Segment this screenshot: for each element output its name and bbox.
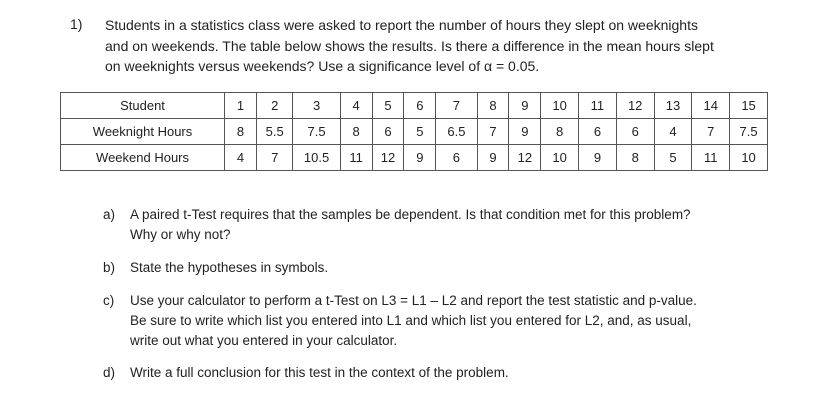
table-cell: 12 — [616, 93, 654, 119]
table-cell: 4 — [340, 93, 372, 119]
table-cell: 15 — [730, 93, 768, 119]
table-cell: 6 — [579, 119, 617, 145]
table-cell: 5 — [654, 145, 692, 171]
table-cell: 11 — [692, 145, 730, 171]
question-parts — [103, 205, 803, 396]
table-cell: 9 — [509, 93, 541, 119]
row-label: Weeknight Hours — [61, 119, 225, 145]
table-cell: 6 — [404, 93, 436, 119]
table-cell: 10 — [730, 145, 768, 171]
part-line: Write a full conclusion for this test in the context of the problem. — [130, 365, 509, 380]
table-cell: 1 — [225, 93, 257, 119]
part-a — [103, 205, 803, 245]
table-cell: 13 — [654, 93, 692, 119]
table-cell: 7 — [256, 145, 293, 171]
table-cell: 5 — [404, 119, 436, 145]
table-body — [61, 93, 768, 171]
prompt-line: and on weekends. The table below shows the results. Is there a difference in the mean hours slept — [105, 37, 714, 54]
part-b — [103, 258, 803, 278]
table-cell: 8 — [477, 93, 509, 119]
table-cell: 6.5 — [436, 119, 477, 145]
table-cell: 10 — [541, 145, 579, 171]
row-label: Student — [61, 93, 225, 119]
question-prompt — [105, 15, 805, 77]
table-cell: 8 — [340, 119, 372, 145]
table-cell: 6 — [436, 145, 477, 171]
part-line: Use your calculator to perform a t-Test on L3 = L1 – L2 and report the test statistic and p-value. — [130, 293, 697, 308]
table-cell: 9 — [579, 145, 617, 171]
part-letter: a) — [103, 207, 116, 222]
table-cell: 5.5 — [256, 119, 293, 145]
table-cell: 8 — [225, 119, 257, 145]
question-number: 1) — [70, 16, 83, 32]
part-letter: d) — [103, 365, 116, 380]
table-cell: 12 — [372, 145, 404, 171]
part-d — [103, 363, 803, 383]
table-row — [61, 93, 768, 119]
table-cell: 7.5 — [730, 119, 768, 145]
table-cell: 2 — [256, 93, 293, 119]
table-cell: 4 — [225, 145, 257, 171]
prompt-line: Students in a statistics class were asked to report the number of hours they slept on weeknights — [105, 17, 698, 33]
table-row — [61, 145, 768, 171]
table-cell: 11 — [340, 145, 372, 171]
table-cell: 6 — [372, 119, 404, 145]
table-cell: 14 — [692, 93, 730, 119]
table-cell: 6 — [616, 119, 654, 145]
table-cell: 9 — [477, 145, 509, 171]
table-cell: 7.5 — [293, 119, 340, 145]
table-cell: 7 — [477, 119, 509, 145]
table-row — [61, 119, 768, 145]
table-cell: 9 — [509, 119, 541, 145]
table-cell: 4 — [654, 119, 692, 145]
table-cell: 5 — [372, 93, 404, 119]
part-c — [103, 291, 803, 351]
part-letter: c) — [103, 293, 115, 308]
sleep-hours-table — [60, 92, 768, 171]
part-line: Be sure to write which list you entered into L1 and which list you entered for L2, and, as usual, — [130, 313, 692, 328]
table-cell: 11 — [579, 93, 617, 119]
part-line: Why or why not? — [130, 227, 231, 242]
prompt-line: on weeknights versus weekends? Use a significance level of α = 0.05. — [105, 58, 540, 74]
table-cell: 7 — [692, 119, 730, 145]
table-cell: 12 — [509, 145, 541, 171]
table-cell: 7 — [436, 93, 477, 119]
part-line: A paired t-Test requires that the samples be dependent. Is that condition met for this problem? — [130, 207, 691, 222]
row-label: Weekend Hours — [61, 145, 225, 171]
table-cell: 10.5 — [293, 145, 340, 171]
table-cell: 8 — [616, 145, 654, 171]
part-letter: b) — [103, 260, 116, 275]
part-line: write out what you entered in your calculator. — [130, 333, 398, 348]
table-cell: 9 — [404, 145, 436, 171]
table-cell: 3 — [293, 93, 340, 119]
table-cell: 10 — [541, 93, 579, 119]
part-line: State the hypotheses in symbols. — [130, 260, 329, 275]
table-cell: 8 — [541, 119, 579, 145]
